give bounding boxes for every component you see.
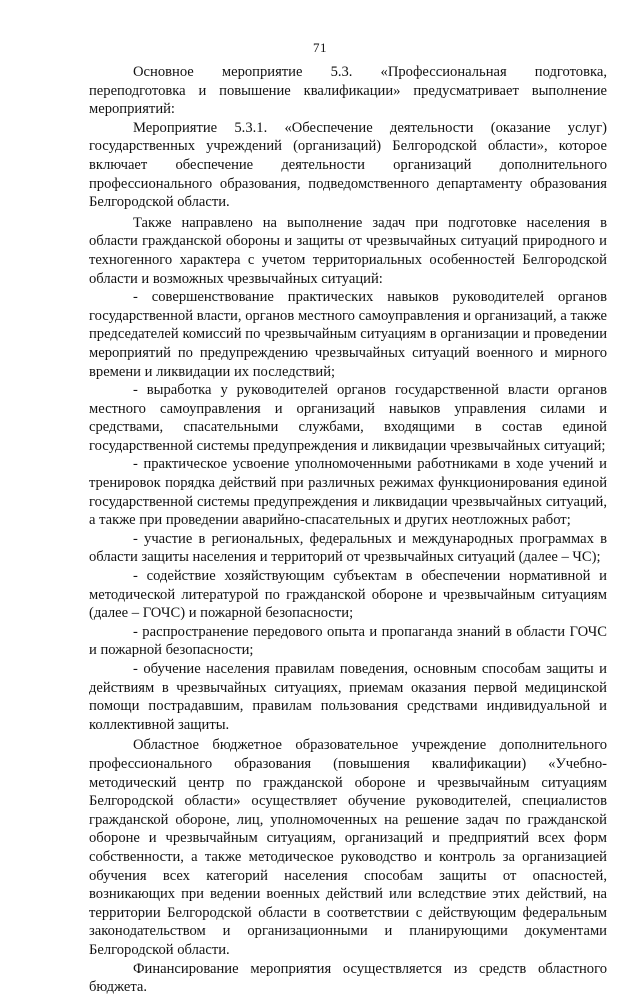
list-item-population-training: - обучение населения правилам поведения, основным способам защиты и действиям в чрезвычайных ситуациях, приемам оказания первой медицинской помощи пострадавшим, правилам пользования средствами индивидуальной и коллективной защиты. [89,661,607,733]
paragraph-financing: Финансирование мероприятия осуществляется из средств областного бюджета. [89,960,607,996]
paragraph-tasks-intro: Также направлено на выполнение задач при подготовке населения в области гражданской обороны и защиты от чрезвычайных ситуаций природного и техногенного характера с учетом территориальных особенностей Белгородской области и возможных чрезвычайных ситуаций: [89,214,607,287]
list-item-literature: - содействие хозяйствующим субъектам в обеспечении нормативной и методической литературой по гражданской обороне и чрезвычайным ситуациям (далее – ГОЧС) и пожарной безопасности; [89,568,607,622]
paragraph-activity-531: Мероприятие 5.3.1. «Обеспечение деятельности (оказание услуг) государственных учреждений (организаций) Белгородской области», которое включает обеспечение деятельности организаций дополнительного профессионального образования, подведомственного департаменту образования Белгородской области. [89,119,607,211]
list-item-skills: - совершенствование практических навыков руководителей органов государственной власти, органов местного самоуправления и организаций, а также председателей комиссий по чрезвычайным ситуациям в организации и проведении мероприятий по предупреждению чрезвычайных ситуаций военного и мирного времени и ликвидации их последствий; [89,289,607,380]
list-item-exercises: - практическое усвоение уполномоченными работниками в ходе учений и тренировок порядка действий при различных режимах функционирования единой государственной системы предупреждения и ликвидации чрезвычайных ситуаций, а также при проведении аварийно-спасательных и других неотложных работ; [89,456,607,529]
paragraph-main-activity: Основное мероприятие 5.3. «Профессиональная подготовка, переподготовка и повышение квалификации» предусматривает выполнение мероприятий: [89,64,607,118]
list-item-programs: - участие в региональных, федеральных и международных программах в области защиты населения и территорий от чрезвычайных ситуаций (далее – ЧС); [89,530,607,566]
list-item-management: - выработка у руководителей органов государственной власти органов местного самоуправления и организаций навыков управления силами и средствами, спасательными службами, входящими в состав единой государственной системы предупреждения и ликвидации чрезвычайных ситуаций; [89,382,607,454]
document-body [89,63,607,997]
paragraph-training-center: Областное бюджетное образовательное учреждение дополнительного профессионального образования (повышения квалификации) «Учебно-методический центр по гражданской обороне и чрезвычайным ситуациям Белгородской области» осуществляет обучение руководителей, специалистов гражданской обороне, лиц, уполномоченных на решение задач по гражданской обороне и чрезвычайным ситуациям, организаций и предприятий всех форм собственности, а также методическое руководство и контроль за организацией обучения всех категорий населения способам защиты от опасностей, возникающих при ведении военных действий или вследствие этих действий, на территории Белгородской области в соответствии с действующим федеральным законодательством и организационными и планирующими документами Белгородской области. [89,737,607,958]
list-item-propaganda: - распространение передового опыта и пропаганда знаний в области ГОЧС и пожарной безопасности; [89,623,607,659]
page-number: 71 [313,40,327,55]
